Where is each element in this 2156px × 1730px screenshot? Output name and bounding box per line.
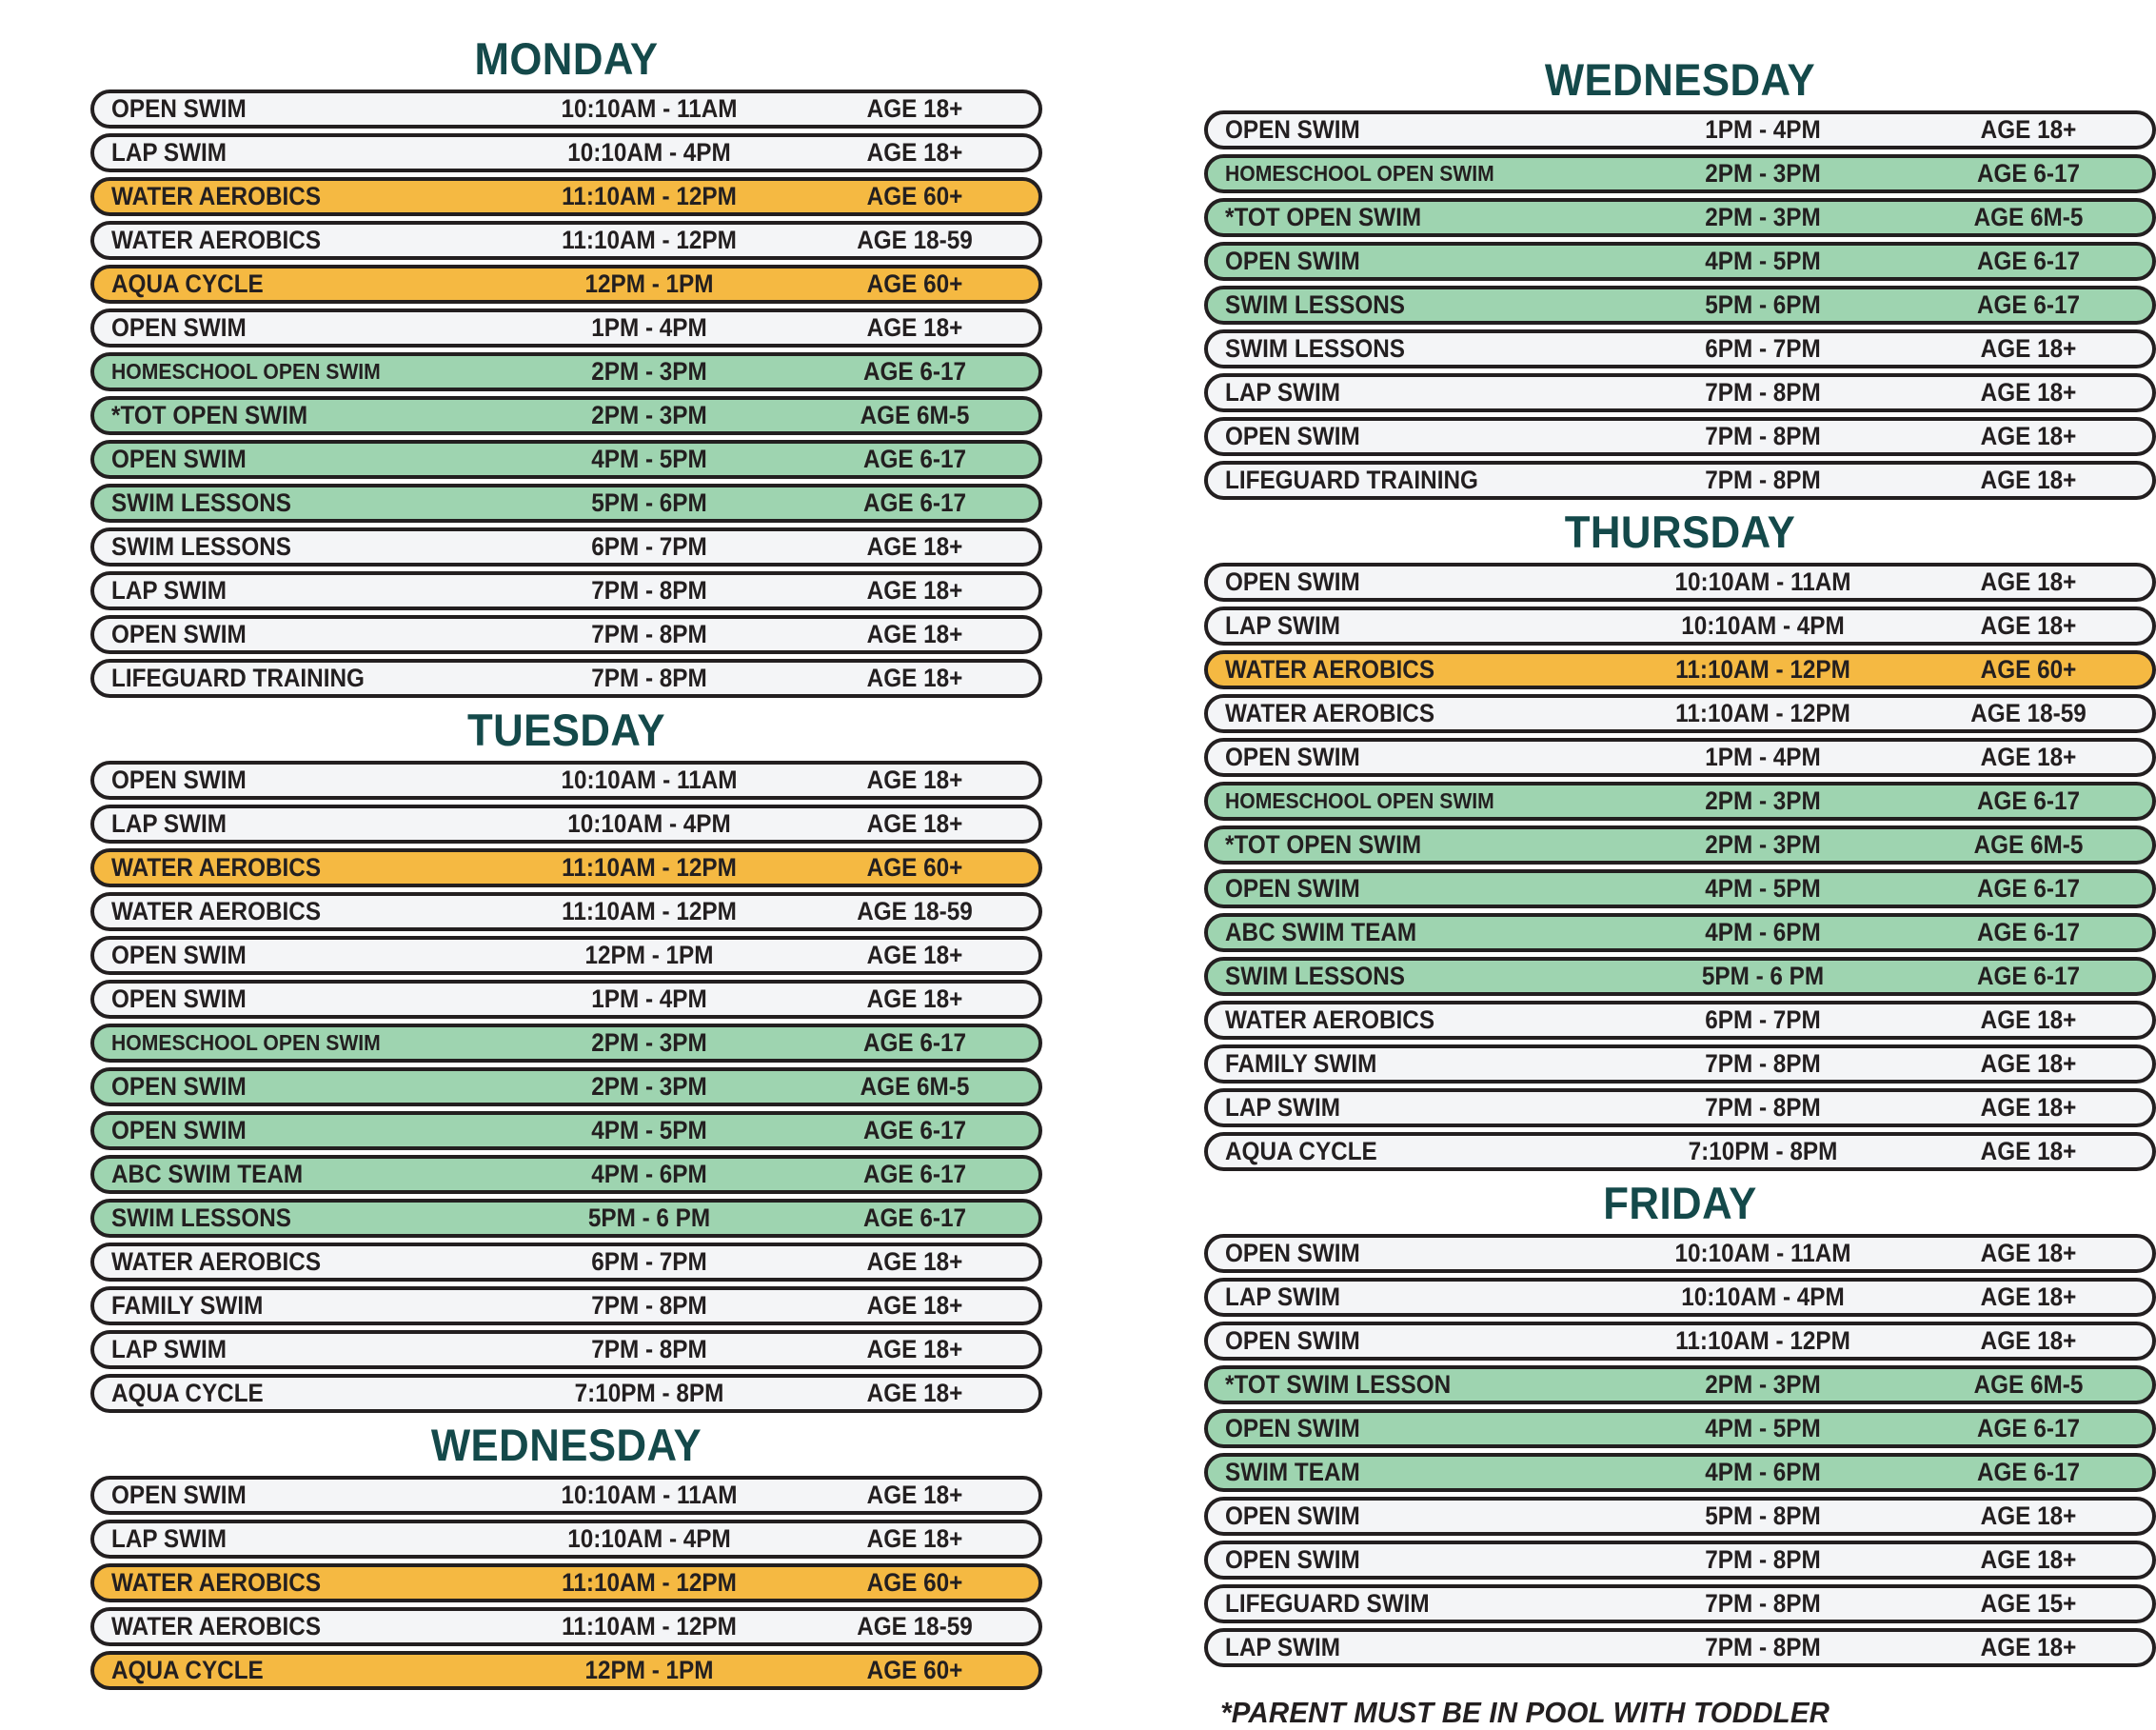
schedule-row [1204, 606, 2156, 646]
activity-age-range: AGE 6-17 [1976, 918, 2081, 946]
activity-name: OPEN SWIM [111, 620, 247, 648]
activity-name: OPEN SWIM [1225, 1414, 1360, 1442]
activity-age-range: AGE 18+ [866, 1335, 963, 1363]
activity-time: 5PM - 6 PM [1701, 962, 1825, 990]
activity-name: OPEN SWIM [111, 94, 247, 123]
activity-age-range: AGE 6-17 [862, 1203, 967, 1232]
activity-age-range: AGE 6M-5 [1973, 1370, 2084, 1399]
activity-time: 5PM - 6PM [1705, 290, 1821, 319]
activity-name: LAP SWIM [1225, 1633, 1341, 1661]
schedule-row [90, 527, 1042, 567]
activity-name: SWIM TEAM [1225, 1458, 1360, 1486]
schedule-column-right [1204, 27, 2156, 1729]
activity-name: OPEN SWIM [1225, 1326, 1360, 1355]
activity-age-range: AGE 6-17 [1976, 247, 2081, 275]
schedule-row [1204, 1088, 2156, 1127]
activity-time: 11:10AM - 12PM [1675, 699, 1850, 727]
activity-age-range: AGE 60+ [866, 269, 963, 298]
activity-time: 11:10AM - 12PM [562, 182, 737, 210]
schedule-row [1204, 1409, 2156, 1448]
activity-age-range: AGE 18+ [1980, 1049, 2077, 1078]
activity-time: 10:10AM - 4PM [1681, 611, 1845, 640]
day-rows [1204, 563, 2156, 1171]
activity-time: 7:10PM - 8PM [574, 1379, 724, 1407]
activity-time: 7PM - 8PM [591, 620, 707, 648]
schedule-row [90, 1243, 1042, 1282]
activity-time: 2PM - 3PM [591, 357, 707, 386]
schedule-row [1204, 1044, 2156, 1084]
activity-name: *TOT OPEN SWIM [111, 401, 308, 429]
activity-age-range: AGE 18+ [866, 1481, 963, 1509]
activity-age-range: AGE 18+ [1980, 611, 2077, 640]
schedule-row [1204, 1628, 2156, 1667]
schedule-row [1204, 1584, 2156, 1623]
schedule-row [1204, 1132, 2156, 1171]
activity-age-range: AGE 18+ [866, 1524, 963, 1553]
schedule-row [90, 761, 1042, 800]
activity-time: 2PM - 3PM [1705, 1370, 1821, 1399]
day-heading: THURSDAY [1564, 507, 1796, 557]
activity-age-range: AGE 18+ [866, 809, 963, 838]
schedule-row [90, 1563, 1042, 1602]
activity-time: 6PM - 7PM [1705, 1005, 1821, 1034]
activity-name: OPEN SWIM [111, 445, 247, 473]
schedule-row [90, 571, 1042, 610]
schedule-row [90, 805, 1042, 844]
activity-age-range: AGE 60+ [1980, 655, 2077, 684]
activity-age-range: AGE 18+ [866, 313, 963, 342]
day-block [1204, 500, 2156, 1171]
activity-time: 10:10AM - 11AM [561, 766, 738, 794]
schedule-row [1204, 1322, 2156, 1361]
activity-name: SWIM LESSONS [111, 532, 292, 561]
activity-time: 2PM - 3PM [1705, 159, 1821, 188]
activity-time: 7PM - 8PM [1705, 1049, 1821, 1078]
activity-name: AQUA CYCLE [1225, 1137, 1377, 1165]
activity-name: AQUA CYCLE [111, 1656, 264, 1684]
activity-name: WATER AEROBICS [111, 1612, 322, 1641]
activity-age-range: AGE 18+ [1980, 334, 2077, 363]
schedule-row [90, 265, 1042, 304]
activity-age-range: AGE 18+ [1980, 1093, 2077, 1122]
activity-name: FAMILY SWIM [1225, 1049, 1377, 1078]
schedule-row [90, 396, 1042, 435]
activity-name: OPEN SWIM [1225, 1239, 1360, 1267]
activity-time: 5PM - 6PM [591, 488, 707, 517]
activity-age-range: AGE 18+ [866, 1379, 963, 1407]
activity-name: SWIM LESSONS [1225, 290, 1406, 319]
activity-name: LAP SWIM [1225, 611, 1341, 640]
activity-time: 4PM - 5PM [591, 445, 707, 473]
activity-time: 7PM - 8PM [591, 576, 707, 605]
activity-age-range: AGE 18+ [866, 94, 963, 123]
activity-time: 10:10AM - 4PM [567, 1524, 731, 1553]
schedule-row [90, 484, 1042, 523]
activity-time: 10:10AM - 11AM [1674, 1239, 1851, 1267]
activity-name: LAP SWIM [1225, 1093, 1341, 1122]
schedule-row [90, 177, 1042, 216]
activity-time: 7PM - 8PM [591, 1291, 707, 1320]
activity-time: 12PM - 1PM [584, 269, 714, 298]
activity-time: 11:10AM - 12PM [562, 1612, 737, 1641]
schedule-row [90, 1111, 1042, 1150]
day-heading: FRIDAY [1603, 1178, 1757, 1228]
activity-age-range: AGE 18+ [1980, 1633, 2077, 1661]
schedule-row [1204, 286, 2156, 325]
activity-time: 7PM - 8PM [591, 664, 707, 692]
activity-age-range: AGE 18+ [1980, 115, 2077, 144]
activity-time: 1PM - 4PM [591, 984, 707, 1013]
activity-name: WATER AEROBICS [111, 1247, 322, 1276]
activity-name: HOMESCHOOL OPEN SWIM [1225, 787, 1494, 813]
schedule-row [90, 1286, 1042, 1325]
activity-age-range: AGE 18+ [1980, 1005, 2077, 1034]
schedule-row [1204, 1365, 2156, 1404]
schedule-row [1204, 1541, 2156, 1580]
activity-age-range: AGE 18+ [1980, 1326, 2077, 1355]
activity-age-range: AGE 6-17 [1976, 786, 2081, 815]
activity-name: ABC SWIM TEAM [1225, 918, 1417, 946]
activity-time: 4PM - 5PM [1705, 247, 1821, 275]
day-block [1204, 1171, 2156, 1667]
activity-time: 11:10AM - 12PM [562, 1568, 737, 1597]
activity-time: 10:10AM - 11AM [561, 94, 738, 123]
activity-name: SWIM LESSONS [111, 488, 292, 517]
schedule-row [90, 1330, 1042, 1369]
activity-time: 7PM - 8PM [1705, 378, 1821, 407]
schedule-row [90, 221, 1042, 260]
activity-age-range: AGE 18+ [1980, 1545, 2077, 1574]
activity-name: SWIM LESSONS [1225, 962, 1406, 990]
activity-time: 7PM - 8PM [591, 1335, 707, 1363]
schedule-row [1204, 694, 2156, 733]
day-heading: WEDNESDAY [1544, 54, 1816, 105]
activity-age-range: AGE 18+ [866, 984, 963, 1013]
activity-time: 2PM - 3PM [1705, 786, 1821, 815]
activity-name: WATER AEROBICS [1225, 655, 1435, 684]
day-heading: WEDNESDAY [430, 1420, 702, 1470]
activity-time: 1PM - 4PM [591, 313, 707, 342]
activity-name: WATER AEROBICS [111, 226, 322, 254]
schedule-row [1204, 782, 2156, 821]
activity-name: LAP SWIM [111, 138, 227, 167]
activity-name: LIFEGUARD TRAINING [1225, 466, 1478, 494]
activity-time: 4PM - 6PM [591, 1160, 707, 1188]
activity-age-range: AGE 6-17 [862, 1028, 967, 1057]
toddler-footnote: *PARENT MUST BE IN POOL WITH TODDLER [1220, 1696, 1830, 1729]
day-heading: MONDAY [474, 33, 659, 84]
schedule-row [1204, 110, 2156, 149]
activity-age-range: AGE 6-17 [1976, 962, 2081, 990]
day-block [90, 698, 1042, 1413]
activity-name: AQUA CYCLE [111, 269, 264, 298]
activity-age-range: AGE 18+ [1980, 1239, 2077, 1267]
activity-name: LAP SWIM [1225, 378, 1341, 407]
activity-name: OPEN SWIM [1225, 422, 1360, 450]
activity-age-range: AGE 6-17 [1976, 159, 2081, 188]
activity-time: 10:10AM - 4PM [567, 138, 731, 167]
activity-time: 2PM - 3PM [591, 1072, 707, 1101]
activity-time: 12PM - 1PM [584, 1656, 714, 1684]
schedule-row [1204, 563, 2156, 602]
activity-time: 7PM - 8PM [1705, 1589, 1821, 1618]
activity-time: 12PM - 1PM [584, 941, 714, 969]
activity-name: OPEN SWIM [111, 1072, 247, 1101]
activity-time: 10:10AM - 11AM [1674, 567, 1851, 596]
day-block [90, 27, 1042, 698]
schedule-row [1204, 242, 2156, 281]
day-rows [1204, 110, 2156, 500]
schedule-row [1204, 198, 2156, 237]
activity-name: OPEN SWIM [1225, 1501, 1360, 1530]
activity-time: 10:10AM - 4PM [567, 809, 731, 838]
activity-age-range: AGE 6-17 [1976, 874, 2081, 903]
day-block [1204, 48, 2156, 500]
schedule-row [90, 1024, 1042, 1063]
schedule-row [90, 936, 1042, 975]
activity-name: OPEN SWIM [111, 313, 247, 342]
schedule-row [90, 1651, 1042, 1690]
activity-time: 10:10AM - 4PM [1681, 1283, 1845, 1311]
schedule-row [1204, 913, 2156, 952]
day-rows [1204, 1234, 2156, 1667]
activity-age-range: AGE 6-17 [1976, 1458, 2081, 1486]
activity-age-range: AGE 18+ [866, 766, 963, 794]
activity-time: 7PM - 8PM [1705, 422, 1821, 450]
activity-time: 11:10AM - 12PM [562, 853, 737, 882]
activity-age-range: AGE 18-59 [857, 1612, 973, 1641]
activity-age-range: AGE 6M-5 [1973, 203, 2084, 231]
day-block [90, 1413, 1042, 1690]
activity-age-range: AGE 6M-5 [860, 401, 970, 429]
activity-age-range: AGE 18+ [1980, 567, 2077, 596]
activity-time: 6PM - 7PM [1705, 334, 1821, 363]
schedule-row [90, 1199, 1042, 1238]
activity-name: HOMESCHOOL OPEN SWIM [111, 358, 381, 384]
schedule-row [1204, 417, 2156, 456]
activity-time: 1PM - 4PM [1705, 743, 1821, 771]
activity-time: 4PM - 5PM [1705, 874, 1821, 903]
activity-age-range: AGE 18+ [866, 620, 963, 648]
activity-name: WATER AEROBICS [111, 897, 322, 925]
schedule-row [1204, 957, 2156, 996]
activity-name: *TOT OPEN SWIM [1225, 830, 1422, 859]
activity-age-range: AGE 6-17 [862, 1116, 967, 1144]
activity-age-range: AGE 18+ [866, 532, 963, 561]
activity-time: 2PM - 3PM [591, 401, 707, 429]
schedule-row [1204, 154, 2156, 193]
schedule-row [90, 440, 1042, 479]
activity-age-range: AGE 6M-5 [1973, 830, 2084, 859]
activity-name: OPEN SWIM [1225, 1545, 1360, 1574]
schedule-row [90, 1374, 1042, 1413]
schedule-row [1204, 825, 2156, 865]
activity-time: 11:10AM - 12PM [1675, 655, 1850, 684]
schedule-row [90, 659, 1042, 698]
schedule-row [1204, 1453, 2156, 1492]
activity-age-range: AGE 60+ [866, 182, 963, 210]
activity-time: 11:10AM - 12PM [562, 226, 737, 254]
activity-name: OPEN SWIM [1225, 567, 1360, 596]
activity-age-range: AGE 60+ [866, 1656, 963, 1684]
schedule-row [1204, 738, 2156, 777]
activity-name: WATER AEROBICS [111, 1568, 322, 1597]
activity-name: OPEN SWIM [111, 1481, 247, 1509]
schedule-row [90, 1520, 1042, 1559]
activity-age-range: AGE 18-59 [857, 226, 973, 254]
activity-name: OPEN SWIM [1225, 115, 1360, 144]
activity-name: OPEN SWIM [111, 941, 247, 969]
day-rows [90, 1476, 1042, 1690]
schedule-row [1204, 1234, 2156, 1273]
activity-time: 7:10PM - 8PM [1688, 1137, 1838, 1165]
activity-name: LAP SWIM [1225, 1283, 1341, 1311]
schedule-row [90, 133, 1042, 172]
schedule-row [1204, 650, 2156, 689]
schedule-row [90, 1155, 1042, 1194]
activity-age-range: AGE 6-17 [862, 1160, 967, 1188]
schedule-row [90, 892, 1042, 931]
activity-age-range: AGE 18+ [1980, 378, 2077, 407]
activity-name: SWIM LESSONS [111, 1203, 292, 1232]
schedule-row [1204, 373, 2156, 412]
activity-age-range: AGE 18+ [1980, 1501, 2077, 1530]
activity-age-range: AGE 18+ [1980, 743, 2077, 771]
activity-time: 5PM - 8PM [1705, 1501, 1821, 1530]
schedule-row [90, 980, 1042, 1019]
activity-time: 2PM - 3PM [591, 1028, 707, 1057]
activity-name: *TOT OPEN SWIM [1225, 203, 1422, 231]
schedule-row [1204, 869, 2156, 908]
activity-age-range: AGE 60+ [866, 853, 963, 882]
activity-age-range: AGE 18+ [1980, 422, 2077, 450]
activity-name: AQUA CYCLE [111, 1379, 264, 1407]
activity-time: 11:10AM - 12PM [562, 897, 737, 925]
activity-age-range: AGE 6-17 [862, 357, 967, 386]
activity-name: LAP SWIM [111, 576, 227, 605]
activity-name: OPEN SWIM [1225, 874, 1360, 903]
activity-age-range: AGE 18+ [866, 138, 963, 167]
activity-age-range: AGE 18-59 [1970, 699, 2087, 727]
activity-age-range: AGE 18+ [866, 941, 963, 969]
activity-name: OPEN SWIM [111, 766, 247, 794]
activity-age-range: AGE 6-17 [862, 445, 967, 473]
schedule-row [90, 352, 1042, 391]
schedule-row [90, 615, 1042, 654]
day-heading: TUESDAY [466, 705, 666, 755]
activity-name: HOMESCHOOL OPEN SWIM [1225, 160, 1494, 186]
schedule-row [90, 848, 1042, 887]
activity-name: FAMILY SWIM [111, 1291, 264, 1320]
activity-time: 10:10AM - 11AM [561, 1481, 738, 1509]
schedule-row [90, 1607, 1042, 1646]
activity-name: OPEN SWIM [111, 1116, 247, 1144]
activity-name: WATER AEROBICS [111, 182, 322, 210]
activity-time: 5PM - 6 PM [587, 1203, 711, 1232]
activity-age-range: AGE 18+ [866, 576, 963, 605]
schedule-row [1204, 329, 2156, 368]
activity-time: 7PM - 8PM [1705, 1633, 1821, 1661]
activity-name: WATER AEROBICS [1225, 1005, 1435, 1034]
activity-age-range: AGE 15+ [1980, 1589, 2077, 1618]
activity-time: 7PM - 8PM [1705, 1545, 1821, 1574]
activity-name: LIFEGUARD TRAINING [111, 664, 365, 692]
schedule-column-left [90, 27, 1042, 1684]
activity-time: 7PM - 8PM [1705, 466, 1821, 494]
activity-name: LAP SWIM [111, 1335, 227, 1363]
schedule-row [1204, 461, 2156, 500]
activity-name: OPEN SWIM [1225, 247, 1360, 275]
activity-age-range: AGE 18+ [1980, 1137, 2077, 1165]
activity-age-range: AGE 18+ [866, 1291, 963, 1320]
activity-name: WATER AEROBICS [1225, 699, 1435, 727]
activity-name: OPEN SWIM [111, 984, 247, 1013]
activity-name: LAP SWIM [111, 1524, 227, 1553]
activity-time: 6PM - 7PM [591, 1247, 707, 1276]
schedule-row [90, 1067, 1042, 1106]
activity-age-range: AGE 6-17 [862, 488, 967, 517]
activity-age-range: AGE 18-59 [857, 897, 973, 925]
schedule-row [1204, 1497, 2156, 1536]
activity-age-range: AGE 6-17 [1976, 290, 2081, 319]
activity-name: WATER AEROBICS [111, 853, 322, 882]
activity-time: 4PM - 6PM [1705, 1458, 1821, 1486]
activity-name: LIFEGUARD SWIM [1225, 1589, 1430, 1618]
schedule-row [90, 308, 1042, 348]
day-rows [90, 89, 1042, 698]
activity-time: 4PM - 5PM [1705, 1414, 1821, 1442]
activity-name: LAP SWIM [111, 809, 227, 838]
activity-name: OPEN SWIM [1225, 743, 1360, 771]
activity-time: 1PM - 4PM [1705, 115, 1821, 144]
schedule-row [90, 89, 1042, 129]
activity-time: 2PM - 3PM [1705, 830, 1821, 859]
activity-age-range: AGE 18+ [1980, 1283, 2077, 1311]
activity-age-range: AGE 6-17 [1976, 1414, 2081, 1442]
activity-age-range: AGE 60+ [866, 1568, 963, 1597]
activity-time: 2PM - 3PM [1705, 203, 1821, 231]
activity-age-range: AGE 6M-5 [860, 1072, 970, 1101]
activity-name: SWIM LESSONS [1225, 334, 1406, 363]
activity-time: 11:10AM - 12PM [1675, 1326, 1850, 1355]
activity-name: *TOT SWIM LESSON [1225, 1370, 1452, 1399]
day-rows [90, 761, 1042, 1413]
activity-time: 6PM - 7PM [591, 532, 707, 561]
activity-name: HOMESCHOOL OPEN SWIM [111, 1029, 381, 1055]
activity-name: ABC SWIM TEAM [111, 1160, 304, 1188]
activity-age-range: AGE 18+ [1980, 466, 2077, 494]
activity-age-range: AGE 18+ [866, 664, 963, 692]
activity-time: 7PM - 8PM [1705, 1093, 1821, 1122]
schedule-row [1204, 1001, 2156, 1040]
schedule-row [1204, 1278, 2156, 1317]
activity-time: 4PM - 5PM [591, 1116, 707, 1144]
schedule-row [90, 1476, 1042, 1515]
activity-age-range: AGE 18+ [866, 1247, 963, 1276]
activity-time: 4PM - 6PM [1705, 918, 1821, 946]
